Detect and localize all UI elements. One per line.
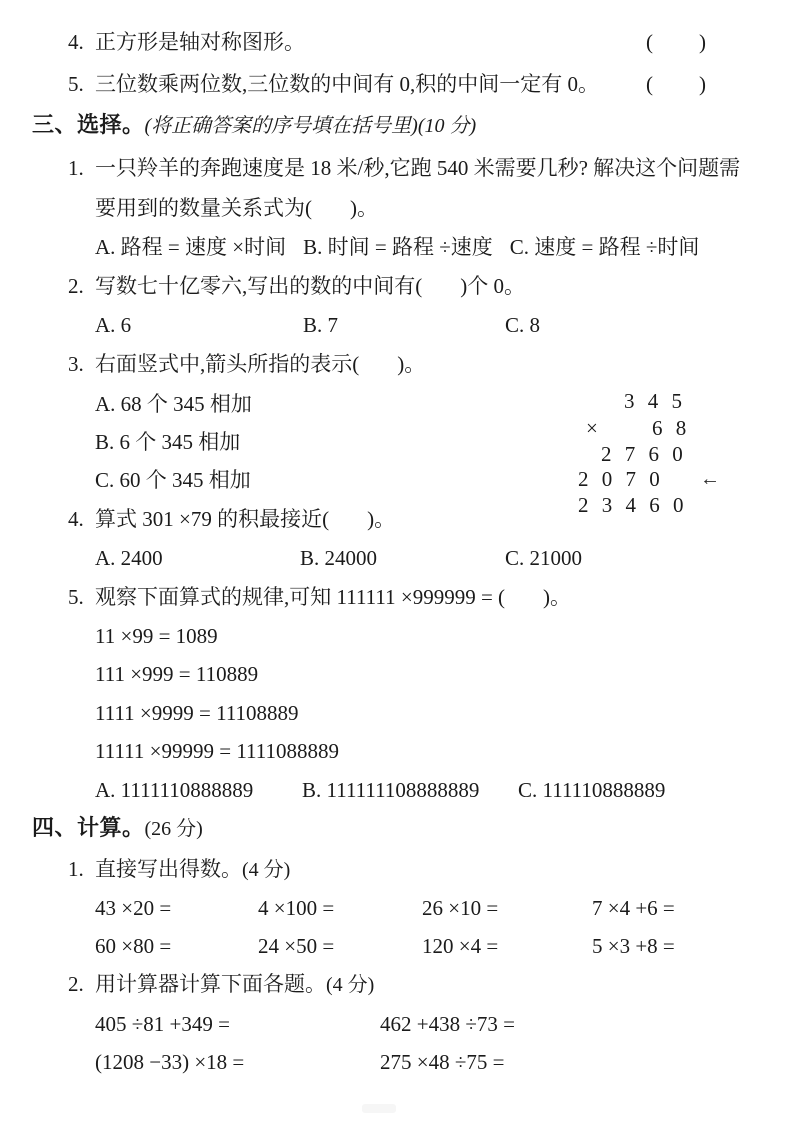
option-c [505,311,540,339]
option-label: A. 2400 [95,546,163,570]
calc-expression [422,894,498,922]
question-text: 写数七十亿零六,写出的数的中间有 [95,274,416,298]
section-subtitle: (将正确答案的序号填在括号里) [144,115,418,137]
judge-item [68,70,599,98]
question-2 [68,272,525,300]
section-choice-heading [32,111,476,140]
answer-blank [415,274,467,298]
multiplier-row: 6 8 [652,416,687,440]
calc-expression [95,894,171,922]
item-text: 三位数乘两位数,三位数的中间有 0,积的中间一定有 0。 [95,72,599,96]
option-b: B. 时间 = 路程 ÷速度 [303,235,493,259]
option-a [95,390,252,418]
option-c [95,466,251,494]
expression-text: 4 ×100 = [258,896,335,920]
question-number: 5. [68,585,84,609]
expression-text: 405 ÷81 +349 = [95,1012,230,1036]
question-number: 4. [68,507,84,531]
section-points: (10 分) [417,115,477,137]
partial-product-1: 2 7 6 0 [601,442,683,466]
expression-text: 24 ×50 = [258,934,335,958]
expression-text: 120 ×4 = [422,934,499,958]
pattern-equation [95,699,299,727]
option-label: C. 8 [505,313,541,337]
calc-subitem-1 [68,855,290,884]
question-text: 右面竖式中,箭头所指的表示 [95,352,353,376]
option-label: A. 6 [95,313,132,337]
calc-expression [95,1048,244,1076]
question-text: 个 0。 [467,274,525,298]
expression-text: 5 ×3 +8 = [592,934,675,958]
item-text: 用计算器计算下面各题。 [95,972,326,996]
item-number: 5. [68,72,84,96]
open-paren: ( [352,352,360,376]
option-b [303,311,338,339]
page-footer-mark [362,1104,396,1113]
option-label: B. 7 [303,313,339,337]
question-1-line2 [95,194,378,222]
calc-expression [95,932,171,960]
expression-text: 462 +438 ÷73 = [380,1012,515,1036]
question-text: 。 [404,352,426,376]
expression-text: 60 ×80 = [95,934,172,958]
open-paren: ( [322,507,330,531]
close-paren: ) [397,352,405,376]
calc-expression [95,1010,230,1038]
open-paren: ( [305,196,312,220]
section-points: (26 分) [144,818,203,840]
answer-blank [498,585,550,609]
calc-expression [380,1010,515,1038]
open-paren: ( [646,72,653,96]
option-label: B. 24000 [300,546,378,570]
item-number: 2. [68,972,84,996]
option-a: A. 路程 = 速度 ×时间 [95,235,287,259]
question-text: 一只羚羊的奔跑速度是 18 米/秒,它跑 540 米需要几秒? 解决这个问题需 [95,156,741,180]
open-paren: ( [498,585,506,609]
option-c: C. 速度 = 路程 ÷时间 [509,235,700,259]
equation-text: 11111 ×99999 = 1111088889 [95,739,339,763]
calc-expression [258,932,334,960]
option-label: B. 111111108888889 [302,778,480,802]
option-label: B. 6 个 345 相加 [95,430,241,454]
open-paren: ( [415,274,423,298]
expression-text: 7 ×4 +6 = [592,896,675,920]
option-label: C. 21000 [505,546,583,570]
answer-bracket [646,28,706,56]
answer-blank [352,352,404,376]
item-number: 4. [68,30,84,54]
judge-item [68,28,305,56]
option-a [95,311,131,339]
equation-text: 111 ×999 = 110889 [95,662,259,686]
option-b [300,544,377,572]
expression-text: 275 ×48 ÷75 = [380,1050,505,1074]
calc-expression [592,894,675,922]
option-c [518,776,665,804]
close-paren: ) [367,507,375,531]
question-1 [68,154,740,182]
question-text: 观察下面算式的规律,可知 111111 ×999999 = [95,585,499,609]
expression-text: (1208 −33) ×18 = [95,1050,245,1074]
pattern-equation [95,737,339,765]
open-paren: ( [646,30,653,54]
item-points: (4 分) [242,859,291,881]
question-3 [68,350,425,378]
option-label: A. 1111110888889 [95,778,254,802]
expression-text: 26 ×10 = [422,896,499,920]
section-title: 四、计算。 [32,815,145,840]
option-b [95,428,240,456]
expression-text: 43 ×20 = [95,896,172,920]
times-sign: × [586,416,598,440]
calc-expression [592,932,675,960]
calc-expression [422,932,498,960]
arrow-icon: ← [700,468,720,490]
option-label: A. 68 个 345 相加 [95,392,252,416]
calc-expression [258,894,334,922]
option-b [302,776,479,804]
question-number: 1. [68,156,84,180]
pattern-equation [95,660,258,688]
close-paren: ) [460,274,468,298]
question-text: 。 [357,196,378,220]
option-a [95,544,163,572]
partial-product-2: 2 0 7 0 [578,467,660,491]
question-number: 2. [68,274,84,298]
multiplicand-row: 3 4 5 [624,389,682,413]
section-title: 三、选择。 [32,112,145,137]
pattern-equation [95,622,218,650]
item-text: 直接写出得数。 [95,857,242,881]
option-label: C. 111110888889 [518,778,666,802]
answer-bracket [646,70,706,98]
question-text: 要用到的数量关系式为 [95,196,305,220]
option-label: C. 60 个 345 相加 [95,468,251,492]
question-number: 3. [68,352,84,376]
question-5 [68,583,571,611]
close-paren: ) [699,72,706,96]
product-row: 2 3 4 6 0 [578,493,684,517]
answer-blank [322,507,374,531]
item-points: (4 分) [326,974,375,996]
question-text: 。 [550,585,572,609]
question-1-options [95,233,699,261]
option-c [505,544,582,572]
equation-text: 11 ×99 = 1089 [95,624,218,648]
close-paren: ) [543,585,551,609]
equation-text: 1111 ×9999 = 11108889 [95,701,299,725]
item-text: 正方形是轴对称图形。 [95,30,305,54]
question-4 [68,505,395,533]
question-text: 算式 301 ×79 的积最接近 [95,507,323,531]
option-a [95,776,253,804]
item-number: 1. [68,857,84,881]
question-text: 。 [374,507,396,531]
close-paren: ) [350,196,357,220]
calc-expression [380,1048,504,1076]
close-paren: ) [699,30,706,54]
calc-subitem-2 [68,970,374,999]
section-calc-heading [32,814,203,843]
answer-blank [305,196,357,220]
